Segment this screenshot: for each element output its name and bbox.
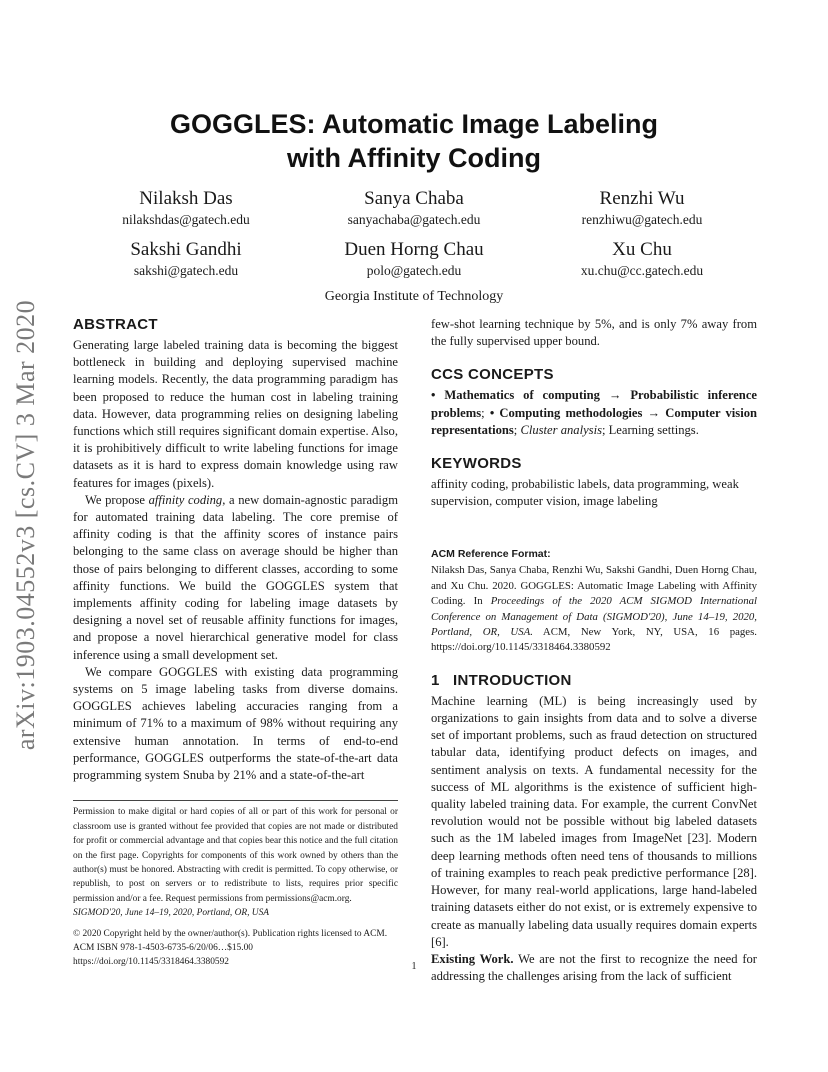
keywords-section (431, 455, 757, 510)
author-name: Sanya Chaba (364, 188, 464, 209)
author (528, 238, 756, 280)
author-name: Xu Chu (612, 239, 672, 260)
author (528, 187, 756, 229)
keywords-text: affinity coding, probabilistic labels, data programming, weak supervision, computer vision, image labeling (431, 477, 739, 509)
author-email: renzhiwu@gatech.edu (581, 212, 703, 227)
reference-format-label: ACM Reference Format: (431, 548, 551, 561)
author-row (72, 238, 756, 280)
introduction-heading: 1 INTRODUCTION (431, 671, 572, 689)
author-email: nilakshdas@gatech.edu (122, 212, 250, 227)
author (72, 187, 300, 229)
page-number: 1 (411, 961, 417, 972)
ccs-concept: • Computing methodologies → Computer vision representations (431, 405, 758, 437)
copyright-notice: © 2020 Copyright held by the owner/author(s). Publication rights licensed to ACM. (73, 928, 388, 939)
author-email: sakshi@gatech.edu (133, 263, 239, 278)
text-run: We are not the first to recognize the need for addressing the challenges arising from the lack of sufficient (431, 951, 758, 984)
separator: ; (513, 422, 521, 437)
affiliation: Georgia Institute of Technology (324, 289, 504, 304)
right-column (431, 316, 757, 985)
arxiv-sidebar (6, 290, 46, 760)
ccs-concept: Cluster analysis (520, 422, 602, 437)
ccs-concept: • Mathematics of computing → Probabilistic inference problems (431, 388, 757, 420)
introduction-paragraph (431, 951, 757, 985)
abstract-paragraph: Generating large labeled training data is becoming the biggest bottleneck in building and deploying supervised machine learning models. Recently, the data programming paradigm has been proposed to reduce the human cost in labeling training data. However, data programming relies on designing labeling functions which still requires significant domain expertise. Also, it is prohibitively difficult to write labeling functions for image datasets as it is hard to express domain knowledge using raw features for images (pixels). (73, 338, 398, 490)
introduction-paragraph: Machine learning (ML) is being increasingly used by organizations to gain insights from data and to solve a diverse set of important problems, such as fraud detection on structured tabular data, identifying product defects on images, and sentiment analysis on texts. A fundamental necessity for the success of ML algorithms is the existence of sufficient high-quality labeled training data. For example, the current ConvNet revolution would not be possible without big labeled datasets such as the 1M labeled images from ImageNet [23]. Modern deep learning methods often need tens of thousands to millions of training examples to reach peak predictive performance [28]. However, for many real-world applications, large hand-labeled training datasets either do not exist, or is extremely expensive to create as manually labeling data usually requires domain experts [6]. (431, 693, 757, 949)
reference-format-section (431, 548, 757, 655)
arxiv-identifier: arXiv:1903.04552v3 [cs.CV] 3 Mar 2020 (11, 299, 40, 751)
author-block (72, 187, 756, 289)
ccs-heading: CCS CONCEPTS (431, 366, 554, 384)
footnote-divider (73, 800, 398, 801)
ccs-concept: ; Learning settings. (601, 422, 699, 437)
left-column (73, 316, 398, 970)
emphasis-text: Proceedings of the 2020 ACM SIGMOD International Conference on Management of Data (SIGMOD'20), June 14–19, 2020, Portland, OR, USA. (431, 595, 757, 639)
permission-notice: Permission to make digital or hard copies of all or part of this work for personal or classroom use is granted without fee provided that copies are not made or distributed for profit or commercial advantage and that copies bear this notice and the full citation on the first page. Copyrights for components of this work owned by others than the author(s) must be honored. Abstracting with credit is permitted. To copy otherwise, or republish, to post on servers or to redistribute to lists, requires prior specific permission and/or a fee. Request permissions from permissions@acm.org. (73, 807, 398, 904)
abstract-heading: ABSTRACT (73, 316, 158, 333)
abstract-paragraph (73, 492, 398, 664)
author-email: sanyachaba@gatech.edu (347, 212, 481, 227)
author (300, 238, 528, 280)
text-run: ACM, New York, NY, USA, 16 pages. https://doi.org/10.1145/3318464.3380592 (431, 626, 757, 654)
doi-link[interactable]: https://doi.org/10.1145/3318464.3380592 (73, 957, 229, 968)
author-name: Renzhi Wu (599, 188, 685, 209)
ccs-section (431, 366, 757, 439)
introduction-section (431, 672, 757, 985)
paper-title (72, 107, 756, 175)
reference-format-text (431, 563, 757, 655)
keywords-heading: KEYWORDS (431, 455, 522, 473)
author-email: xu.chu@cc.gatech.edu (580, 263, 704, 278)
author-name: Nilaksh Das (139, 188, 233, 209)
author (300, 187, 528, 229)
author (72, 238, 300, 280)
emphasis-text: affinity coding (148, 492, 223, 507)
venue-text: SIGMOD'20, June 14–19, 2020, Portland, OR, USA (73, 908, 269, 919)
author-name: Duen Horng Chau (344, 239, 484, 260)
conference-venue (73, 906, 398, 920)
abstract-paragraph: We compare GOGGLES with existing data programming systems on 5 image labeling tasks from diverse domains. GOGGLES achieves labeling accuracies ranging from a minimum of 71% to a maximum of 98% without requiring any extensive human annotation. In terms of end-to-end performance, GOGGLES outperforms the state-of-the-art data programming system Snuba by 21% and a state-of-the-art (73, 664, 398, 783)
separator: ; (481, 405, 490, 420)
runin-heading: Existing Work. (431, 951, 514, 966)
abstract-continuation: few-shot learning technique by 5%, and is only 7% away from the fully supervised upper bound. (431, 317, 757, 349)
text-run: We propose (85, 492, 149, 507)
author-email: polo@gatech.edu (366, 263, 462, 278)
text-run: Nilaksh Das, Sanya Chaba, Renzhi Wu, Sakshi Gandhi, Duen Horng Chau, and Xu Chu. 2020. GOGGLES: Automatic Image Labeling with Affinity Coding. In (431, 564, 757, 608)
ccs-concepts-text (431, 387, 757, 439)
author-name: Sakshi Gandhi (130, 239, 242, 260)
author-row (72, 187, 756, 229)
text-run: , a new domain-agnostic paradigm for automated training data labeling. The core premise of affinity coding is that the affinity scores of instance pairs belonging to the same class on average should be higher than those of pairs belonging to different classes, according to some affinity functions. We build the GOGGLES system that implements affinity coding for labeling image datasets by designing a novel set of reusable affinity functions for images, and propose a novel hierarchical generative model for class inference using a small development set. (73, 492, 399, 662)
isbn-line: ACM ISBN 978-1-4503-6735-6/20/06…$15.00 (73, 942, 253, 953)
title-line-2: with Affinity Coding (287, 143, 541, 173)
title-line-1: GOGGLES: Automatic Image Labeling (169, 109, 659, 139)
